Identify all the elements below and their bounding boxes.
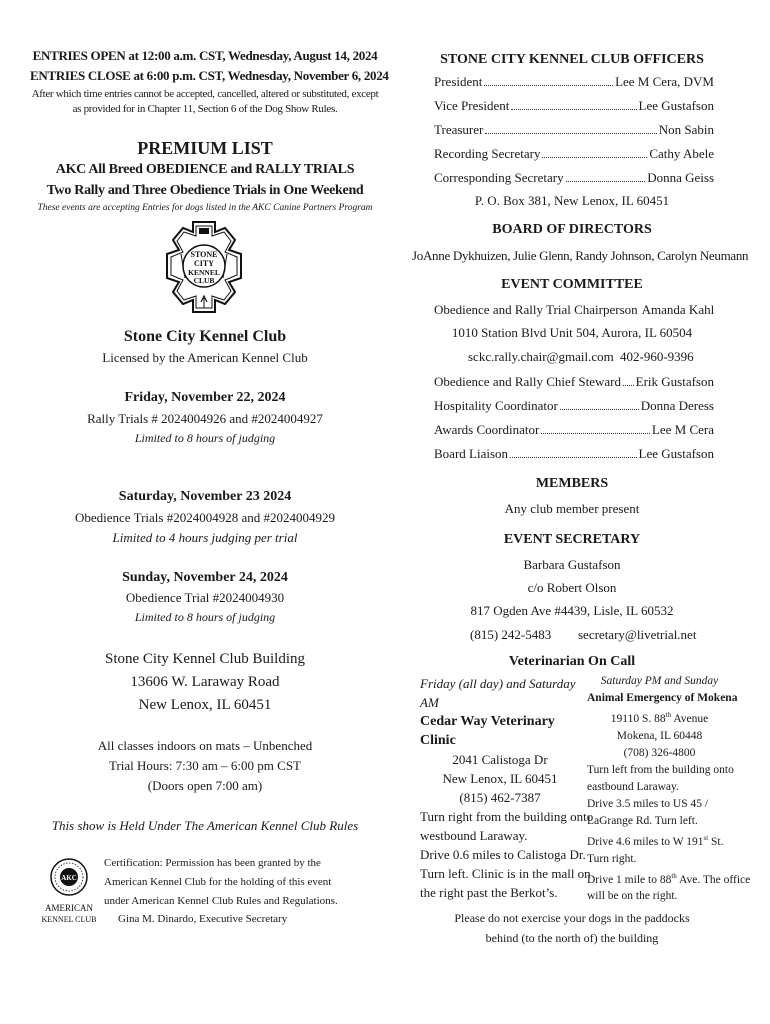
vet-right-city: Mokena, IL 60448	[616, 729, 703, 742]
logo-text-city: CITY	[193, 259, 215, 268]
officers-address: P. O. Box 381, New Lenox, IL 60451	[474, 193, 670, 208]
certification-line3: under American Kennel Club Rules and Regulations.	[104, 895, 338, 907]
secretary-phone: (815) 242-5483	[470, 627, 552, 642]
vet-left-name: Cedar Way Veterinary Clinic	[420, 714, 555, 748]
entries-open: ENTRIES OPEN at 12:00 a.m. CST, Wednesday, August 14, 2024	[32, 48, 378, 63]
vet-right-phone: (708) 326-4800	[623, 746, 696, 759]
entries-note-line2: as provided for in Chapter 11, Section 6 of the Dog Show Rules.	[72, 103, 338, 115]
officer-row	[434, 98, 714, 114]
vet-right-dir1: Turn left from the building onto	[587, 763, 734, 776]
officer-name: Non Sabin	[658, 122, 714, 137]
paddock-note-line2: behind (to the north of) the building	[485, 931, 659, 945]
certification-line4: Gina M. Dinardo, Executive Secretary	[118, 913, 288, 925]
paddock-note-line1: Please do not exercise your dogs in the paddocks	[454, 911, 690, 925]
vet-left-city: New Lenox, IL 60451	[442, 771, 558, 786]
club-licensed: Licensed by the American Kennel Club	[102, 350, 308, 365]
officer-role: Vice President	[434, 98, 510, 113]
committee-name: Erik Gustafson	[635, 374, 714, 389]
committee-row	[434, 422, 714, 438]
saturday-limit: Limited to 4 hours judging per trial	[112, 530, 298, 545]
officer-row	[434, 74, 714, 90]
officer-role: Treasurer	[434, 122, 484, 137]
logo-text-kennel: KENNEL	[188, 268, 220, 277]
vet-right-dir6: Turn right.	[587, 852, 637, 865]
secretary-heading: EVENT SECRETARY	[503, 532, 641, 547]
logo-text-stone: STONE	[190, 250, 218, 259]
svg-text:AKC: AKC	[61, 874, 77, 882]
vet-right-dir4: LaGrange Rd. Turn left.	[587, 814, 698, 827]
board-members: JoAnne Dykhuizen, Julie Glenn, Randy Johnson, Carolyn Neumann	[412, 248, 749, 263]
sunday-trials: Obedience Trial #2024004930	[125, 590, 285, 605]
committee-row	[434, 446, 714, 462]
vet-saturday	[587, 673, 751, 905]
vet-left-dir3: Drive 0.6 miles to Calistoga Dr.	[420, 847, 586, 862]
committee-name: Lee M Cera	[651, 422, 714, 437]
chair-phone: 402-960-9396	[620, 349, 694, 364]
officer-name: Lee M Cera, DVM	[615, 74, 714, 89]
vet-left-dir5: the right past the Berkot’s.	[420, 885, 558, 900]
committee-chair-row	[434, 302, 714, 318]
committee-heading: EVENT COMMITTEE	[501, 277, 643, 292]
sunday-date: Sunday, November 24, 2024	[122, 570, 288, 585]
committee-row	[434, 398, 714, 414]
secretary-name: Barbara Gustafson	[523, 557, 621, 572]
vet-right-dir2: eastbound Laraway.	[587, 780, 679, 793]
certification-line1: Certification: Permission has been granted by the	[104, 857, 321, 869]
committee-role: Awards Coordinator	[434, 422, 540, 437]
vet-left-dir1: Turn right from the building onto	[420, 809, 594, 824]
officer-role: President	[434, 74, 483, 89]
secretary-address: 817 Ogden Ave #4439, Lisle, IL 60532	[470, 603, 674, 618]
committee-name: Donna Deress	[640, 398, 714, 413]
vet-right-street: 19110 S. 88th Avenue	[610, 711, 709, 725]
entries-close: ENTRIES CLOSE at 6:00 p.m. CST, Wednesday, November 6, 2024	[30, 68, 389, 83]
vet-right-name: Animal Emergency of Mokena	[587, 692, 738, 704]
vet-left-dir4: Turn left. Clinic is in the mall on	[420, 866, 591, 881]
committee-row	[434, 374, 714, 390]
entries-note-line1: After which time entries cannot be accepted, cancelled, altered or substituted, except	[31, 88, 379, 100]
chair-email[interactable]: sckc.rally.chair@gmail.com	[468, 349, 614, 364]
board-heading: BOARD OF DIRECTORS	[492, 222, 652, 237]
vet-left-phone: (815) 462-7387	[459, 790, 541, 805]
vet-right-dir7: Drive 1 mile to 88th Ave. The office	[587, 871, 751, 886]
committee-role: Obedience and Rally Chief Steward	[434, 374, 621, 389]
venue-city: New Lenox, IL 60451	[138, 697, 272, 713]
officer-row	[434, 122, 714, 138]
premium-subtitle1: AKC All Breed OBEDIENCE and RALLY TRIALS	[55, 162, 355, 177]
secretary-care-of: c/o Robert Olson	[527, 580, 617, 595]
secretary-email[interactable]: secretary@livetrial.net	[578, 627, 697, 642]
committee-role: Hospitality Coordinator	[434, 398, 558, 413]
vet-heading: Veterinarian On Call	[508, 654, 636, 669]
officer-name: Cathy Abele	[649, 146, 714, 161]
premium-subtitle2: Two Rally and Three Obedience Trials in One Weekend	[46, 183, 364, 198]
akc-seal-icon	[40, 855, 98, 935]
officer-role: Corresponding Secretary	[434, 170, 564, 185]
saturday-date: Saturday, November 23 2024	[118, 489, 292, 504]
vet-left-dir2: westbound Laraway.	[420, 828, 528, 843]
officer-role: Recording Secretary	[434, 146, 541, 161]
venue-name: Stone City Kennel Club Building	[104, 651, 305, 667]
vet-left-street: 2041 Calistoga Dr	[452, 752, 548, 767]
sunday-limit: Limited to 8 hours of judging	[134, 610, 276, 624]
akc-logo-line1: AMERICAN	[44, 903, 94, 913]
vet-left-when2: AM	[420, 695, 439, 710]
club-logo-icon	[163, 218, 245, 318]
members-heading: MEMBERS	[535, 476, 609, 491]
friday-limit: Limited to 8 hours of judging	[134, 431, 276, 445]
premium-note: These events are accepting Entries for dogs listed in the AKC Canine Partners Program	[37, 203, 373, 213]
logo-text-club: CLUB	[193, 276, 215, 285]
venue-street: 13606 W. Laraway Road	[130, 674, 280, 690]
committee-role: Obedience and Rally Trial Chairperson	[434, 302, 638, 317]
classes-line2: Trial Hours: 7:30 am – 6:00 pm CST	[108, 758, 301, 773]
committee-name: Lee Gustafson	[638, 446, 714, 461]
akc-rules-statement: This show is Held Under The American Kennel Club Rules	[51, 818, 359, 833]
officer-name: Donna Geiss	[647, 170, 714, 185]
club-name: Stone City Kennel Club	[123, 328, 287, 345]
officer-row	[434, 146, 714, 162]
saturday-trials: Obedience Trials #2024004928 and #2024004929	[75, 510, 335, 525]
officer-name: Lee Gustafson	[638, 98, 714, 113]
friday-date: Friday, November 22, 2024	[124, 390, 286, 405]
akc-logo-line2: KENNEL CLUB	[41, 915, 97, 924]
akc-logo	[40, 855, 98, 935]
vet-left-when1: Friday (all day) and Saturday	[420, 676, 576, 691]
members-text: Any club member present	[504, 501, 640, 516]
certification-line2: American Kennel Club for the holding of this event	[104, 876, 332, 888]
vet-right-dir5: Drive 4.6 miles to W 191st St.	[587, 833, 724, 848]
vet-right-dir3: Drive 3.5 miles to US 45 /	[587, 797, 709, 810]
classes-line3: (Doors open 7:00 am)	[147, 778, 263, 793]
committee-name: Amanda Kahl	[641, 302, 715, 317]
classes-line1: All classes indoors on mats – Unbenched	[97, 738, 313, 753]
vet-right-dir8: will be on the right.	[587, 890, 678, 903]
chair-address: 1010 Station Blvd Unit 504, Aurora, IL 60504	[451, 325, 693, 340]
friday-trials: Rally Trials # 2024004926 and #2024004927	[87, 411, 323, 426]
stone-city-kennel-club-logo	[163, 218, 245, 318]
committee-role: Board Liaison	[434, 446, 509, 461]
officers-heading: STONE CITY KENNEL CLUB OFFICERS	[440, 52, 704, 67]
premium-list-title: PREMIUM LIST	[137, 138, 273, 158]
vet-right-when: Saturday PM and Sunday	[600, 675, 719, 687]
officer-row	[434, 170, 714, 186]
vet-friday	[420, 674, 594, 902]
